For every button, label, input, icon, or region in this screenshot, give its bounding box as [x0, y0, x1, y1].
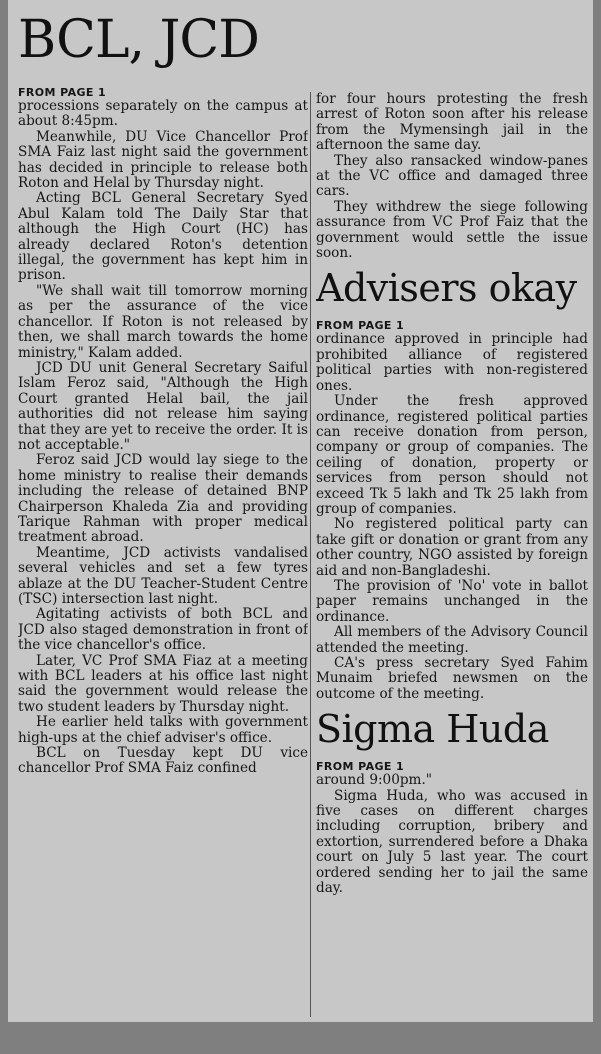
paragraph: He earlier held talks with government high-ups at the chief adviser's office. [18, 714, 308, 746]
jump-label: FROM PAGE 1 [18, 86, 107, 99]
paragraph: JCD DU unit General Secretary Saiful Islam Feroz said, "Although the High Court granted Helal bail, the jail authorities did not release him saying that they are yet to receive the order. It is not acceptable." [18, 359, 308, 453]
paragraph: They withdrew the siege following assurance from VC Prof Faiz that the government would settle the issue soon. [316, 198, 588, 262]
paragraph: "We shall wait till tomorrow morning as per the assurance of the vice chancellor. If Roton is not released by then, we shall march towards the home ministry," Kalam added. [18, 282, 308, 361]
paragraph: The provision of 'No' vote in ballot paper remains unchanged in the ordinance. [316, 577, 588, 625]
right-column [316, 0, 588, 1022]
jump-label: FROM PAGE 1 [316, 319, 405, 333]
paragraph: Sigma Huda, who was accused in five cases on different charges including corruption, bribery and extortion, surrendered before a Dhaka court on July 5 last year. The court ordered sending her to jail the same day. [316, 787, 588, 897]
paragraph: Under the fresh approved ordinance, registered political parties can receive donation from person, company or group of companies. The ceiling of donation, property or services from person should not exceed Tk 5 lakh and Tk 25 lakh from group of companies. [316, 393, 588, 517]
left-column [18, 0, 308, 1022]
paragraph: Agitating activists of both BCL and JCD also staged demonstration in front of the vice chancellor's office. [18, 606, 308, 654]
headline-bcl-jcd: BCL, JCD [18, 10, 259, 70]
headline-sigma-huda: Sigma Huda [316, 707, 549, 752]
paragraph: ordinance approved in principle had prohibited alliance of registered political parties with non-registered ones. [316, 331, 588, 394]
paragraph: All members of the Advisory Council attended the meeting. [316, 624, 588, 656]
paragraph: around 9:00pm." [316, 772, 433, 789]
paragraph: Acting BCL General Secretary Syed Abul Kalam told The Daily Star that although the High Court (HC) has already declared Roton's detention illegal, the government has kept him in prison. [18, 190, 308, 284]
paragraph: Later, VC Prof SMA Fiaz at a meeting with BCL leaders at his office last night said the government would release the two student leaders by Thursday night. [18, 652, 308, 715]
paragraph: CA's press secretary Syed Fahim Munaim briefed newsmen on the outcome of the meeting. [316, 655, 588, 702]
paragraph: No registered political party can take gift or donation or grant from any other country, NGO assisted by foreign aid and non-Bangladeshi. [316, 516, 588, 579]
paragraph: Feroz said JCD would lay siege to the home ministry to realise their demands including the release of detained BNP Chairperson Khaleda Zia and providing Tarique Rahman with proper medical treatment abroad. [18, 452, 308, 546]
headline-advisers-okay: Advisers okay [316, 266, 577, 311]
paragraph: They also ransacked window-panes at the VC office and damaged three cars. [316, 152, 588, 200]
paragraph: Meantime, JCD activists vandalised several vehicles and set a few tyres ablaze at the DU Teacher-Student Centre (TSC) intersection last night. [18, 544, 308, 607]
paragraph: BCL on Tuesday kept DU vice chancellor Prof SMA Faiz confined [18, 745, 308, 777]
jump-label: FROM PAGE 1 [316, 760, 405, 774]
paragraph: Meanwhile, DU Vice Chancellor Prof SMA Faiz last night said the government has decided in principle to release both Roton and Helal by Thursday night. [18, 128, 308, 192]
newspaper-clipping [8, 0, 593, 1022]
column-divider [310, 92, 311, 1017]
paragraph: processions separately on the campus at about 8:45pm. [18, 98, 308, 130]
paragraph: for four hours protesting the fresh arrest of Roton soon after his release from the Mymensingh jail in the afternoon the same day. [316, 91, 588, 154]
